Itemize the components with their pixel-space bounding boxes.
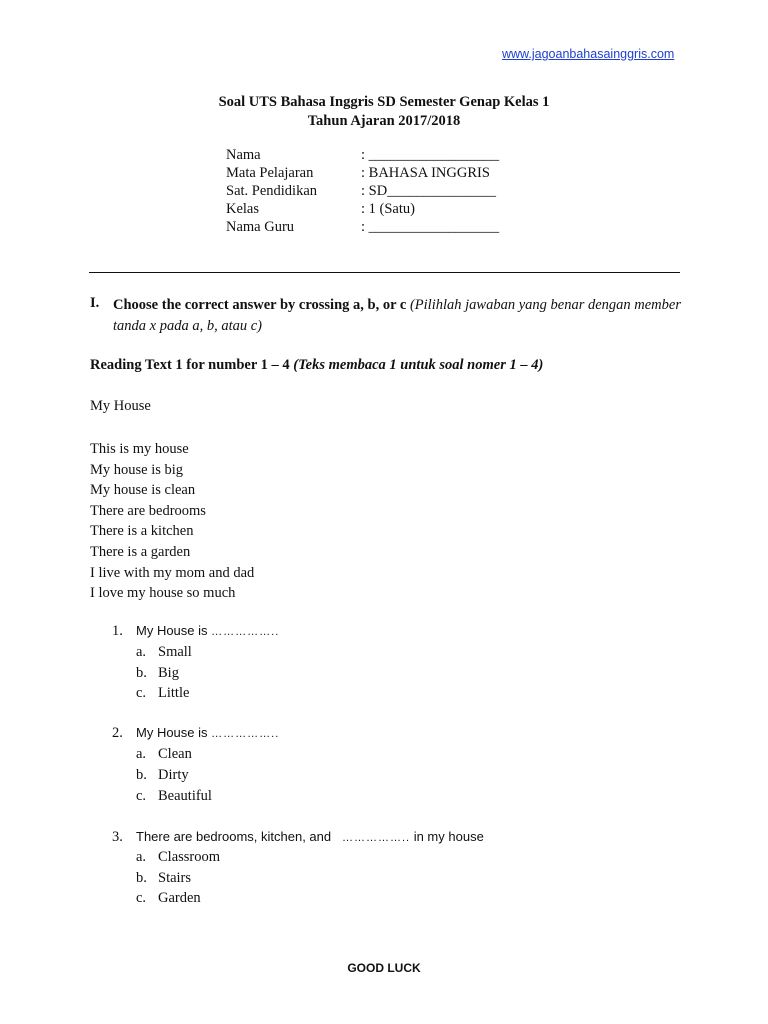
passage-line: My house is big — [90, 461, 184, 478]
reading-translation: (Teks membaca 1 untuk soal nomer 1 – 4) — [293, 357, 544, 373]
option-1a[interactable] — [136, 644, 192, 661]
option-text: Dirty — [158, 767, 189, 783]
identity-value-kelas: : 1 (Satu) — [361, 201, 415, 217]
question-text: My House is — [136, 725, 208, 740]
question-text: My House is — [136, 623, 208, 638]
passage-line: There are bedrooms — [90, 502, 206, 519]
option-3b[interactable] — [136, 870, 191, 887]
section-number: I. — [90, 295, 100, 311]
question-3 — [112, 829, 484, 846]
passage-line: My house is clean — [90, 482, 196, 499]
answer-blank: …………….. — [211, 626, 280, 638]
identity-label-mapel: Mata Pelajaran — [226, 165, 314, 181]
option-3a[interactable] — [136, 849, 220, 866]
instruction-translation: (Pilihlah jawaban yang benar dengan member tanda x pada a, b, atau c) — [113, 297, 681, 334]
option-letter: c. — [136, 685, 147, 701]
option-letter: a. — [136, 644, 147, 660]
passage-text — [90, 439, 254, 604]
answer-blank: …………….. — [211, 728, 280, 740]
option-text: Big — [158, 665, 179, 681]
passage-line: There is a kitchen — [90, 523, 194, 540]
divider — [89, 272, 680, 273]
question-text-after: in my house — [413, 829, 484, 844]
option-letter: b. — [136, 767, 147, 783]
option-2a[interactable] — [136, 746, 192, 763]
answer-blank: …………….. — [341, 832, 411, 844]
identity-label-sekolah: Sat. Pendidikan — [226, 183, 318, 199]
option-3c[interactable] — [136, 890, 201, 907]
option-text: Clean — [158, 746, 192, 762]
option-letter: c. — [136, 788, 147, 804]
reading-heading — [90, 357, 543, 374]
option-text: Classroom — [158, 849, 221, 865]
option-letter: b. — [136, 665, 147, 681]
website-link[interactable]: www.jagoanbahasainggris.com — [502, 47, 675, 61]
identity-label-kelas: Kelas — [226, 201, 260, 217]
option-text: Garden — [158, 890, 201, 906]
section-instruction — [113, 295, 683, 337]
option-1b[interactable] — [136, 665, 179, 682]
instruction-text: Choose the correct answer by crossing a, b, or c — [113, 297, 407, 313]
option-letter: a. — [136, 849, 147, 865]
option-2c[interactable] — [136, 788, 212, 805]
option-letter: a. — [136, 746, 147, 762]
passage-line: I love my house so much — [90, 585, 236, 602]
option-text: Small — [158, 644, 192, 660]
footer-text: GOOD LUCK — [347, 961, 421, 975]
page-subtitle: Tahun Ajaran 2017/2018 — [307, 113, 461, 129]
identity-label-guru: Nama Guru — [226, 219, 295, 235]
passage-line: There is a garden — [90, 543, 191, 560]
identity-value-mapel: : BAHASA INGGRIS — [361, 165, 490, 181]
option-1c[interactable] — [136, 685, 189, 702]
option-letter: b. — [136, 870, 147, 886]
question-2 — [112, 725, 279, 742]
passage-line: This is my house — [90, 441, 189, 457]
question-1 — [112, 623, 279, 640]
option-2b[interactable] — [136, 767, 189, 784]
identity-value-nama: : __________________ — [361, 147, 500, 163]
option-text: Stairs — [158, 870, 192, 886]
page-title: Soal UTS Bahasa Inggris SD Semester Genap Kelas 1 — [218, 94, 550, 110]
option-text: Beautiful — [158, 788, 212, 804]
identity-value-sekolah: : SD_______________ — [361, 183, 496, 199]
reading-label: Reading Text 1 for number 1 – 4 — [90, 357, 290, 373]
identity-label-nama: Nama — [226, 147, 261, 163]
option-text: Little — [158, 685, 190, 701]
option-letter: c. — [136, 890, 147, 906]
question-number: 2. — [112, 725, 123, 741]
identity-value-guru: : __________________ — [361, 219, 500, 235]
question-number: 1. — [112, 623, 123, 639]
passage-line: I live with my mom and dad — [90, 564, 255, 581]
question-number: 3. — [112, 829, 123, 845]
question-text: There are bedrooms, kitchen, and — [136, 829, 332, 844]
passage-title: My House — [90, 398, 151, 414]
